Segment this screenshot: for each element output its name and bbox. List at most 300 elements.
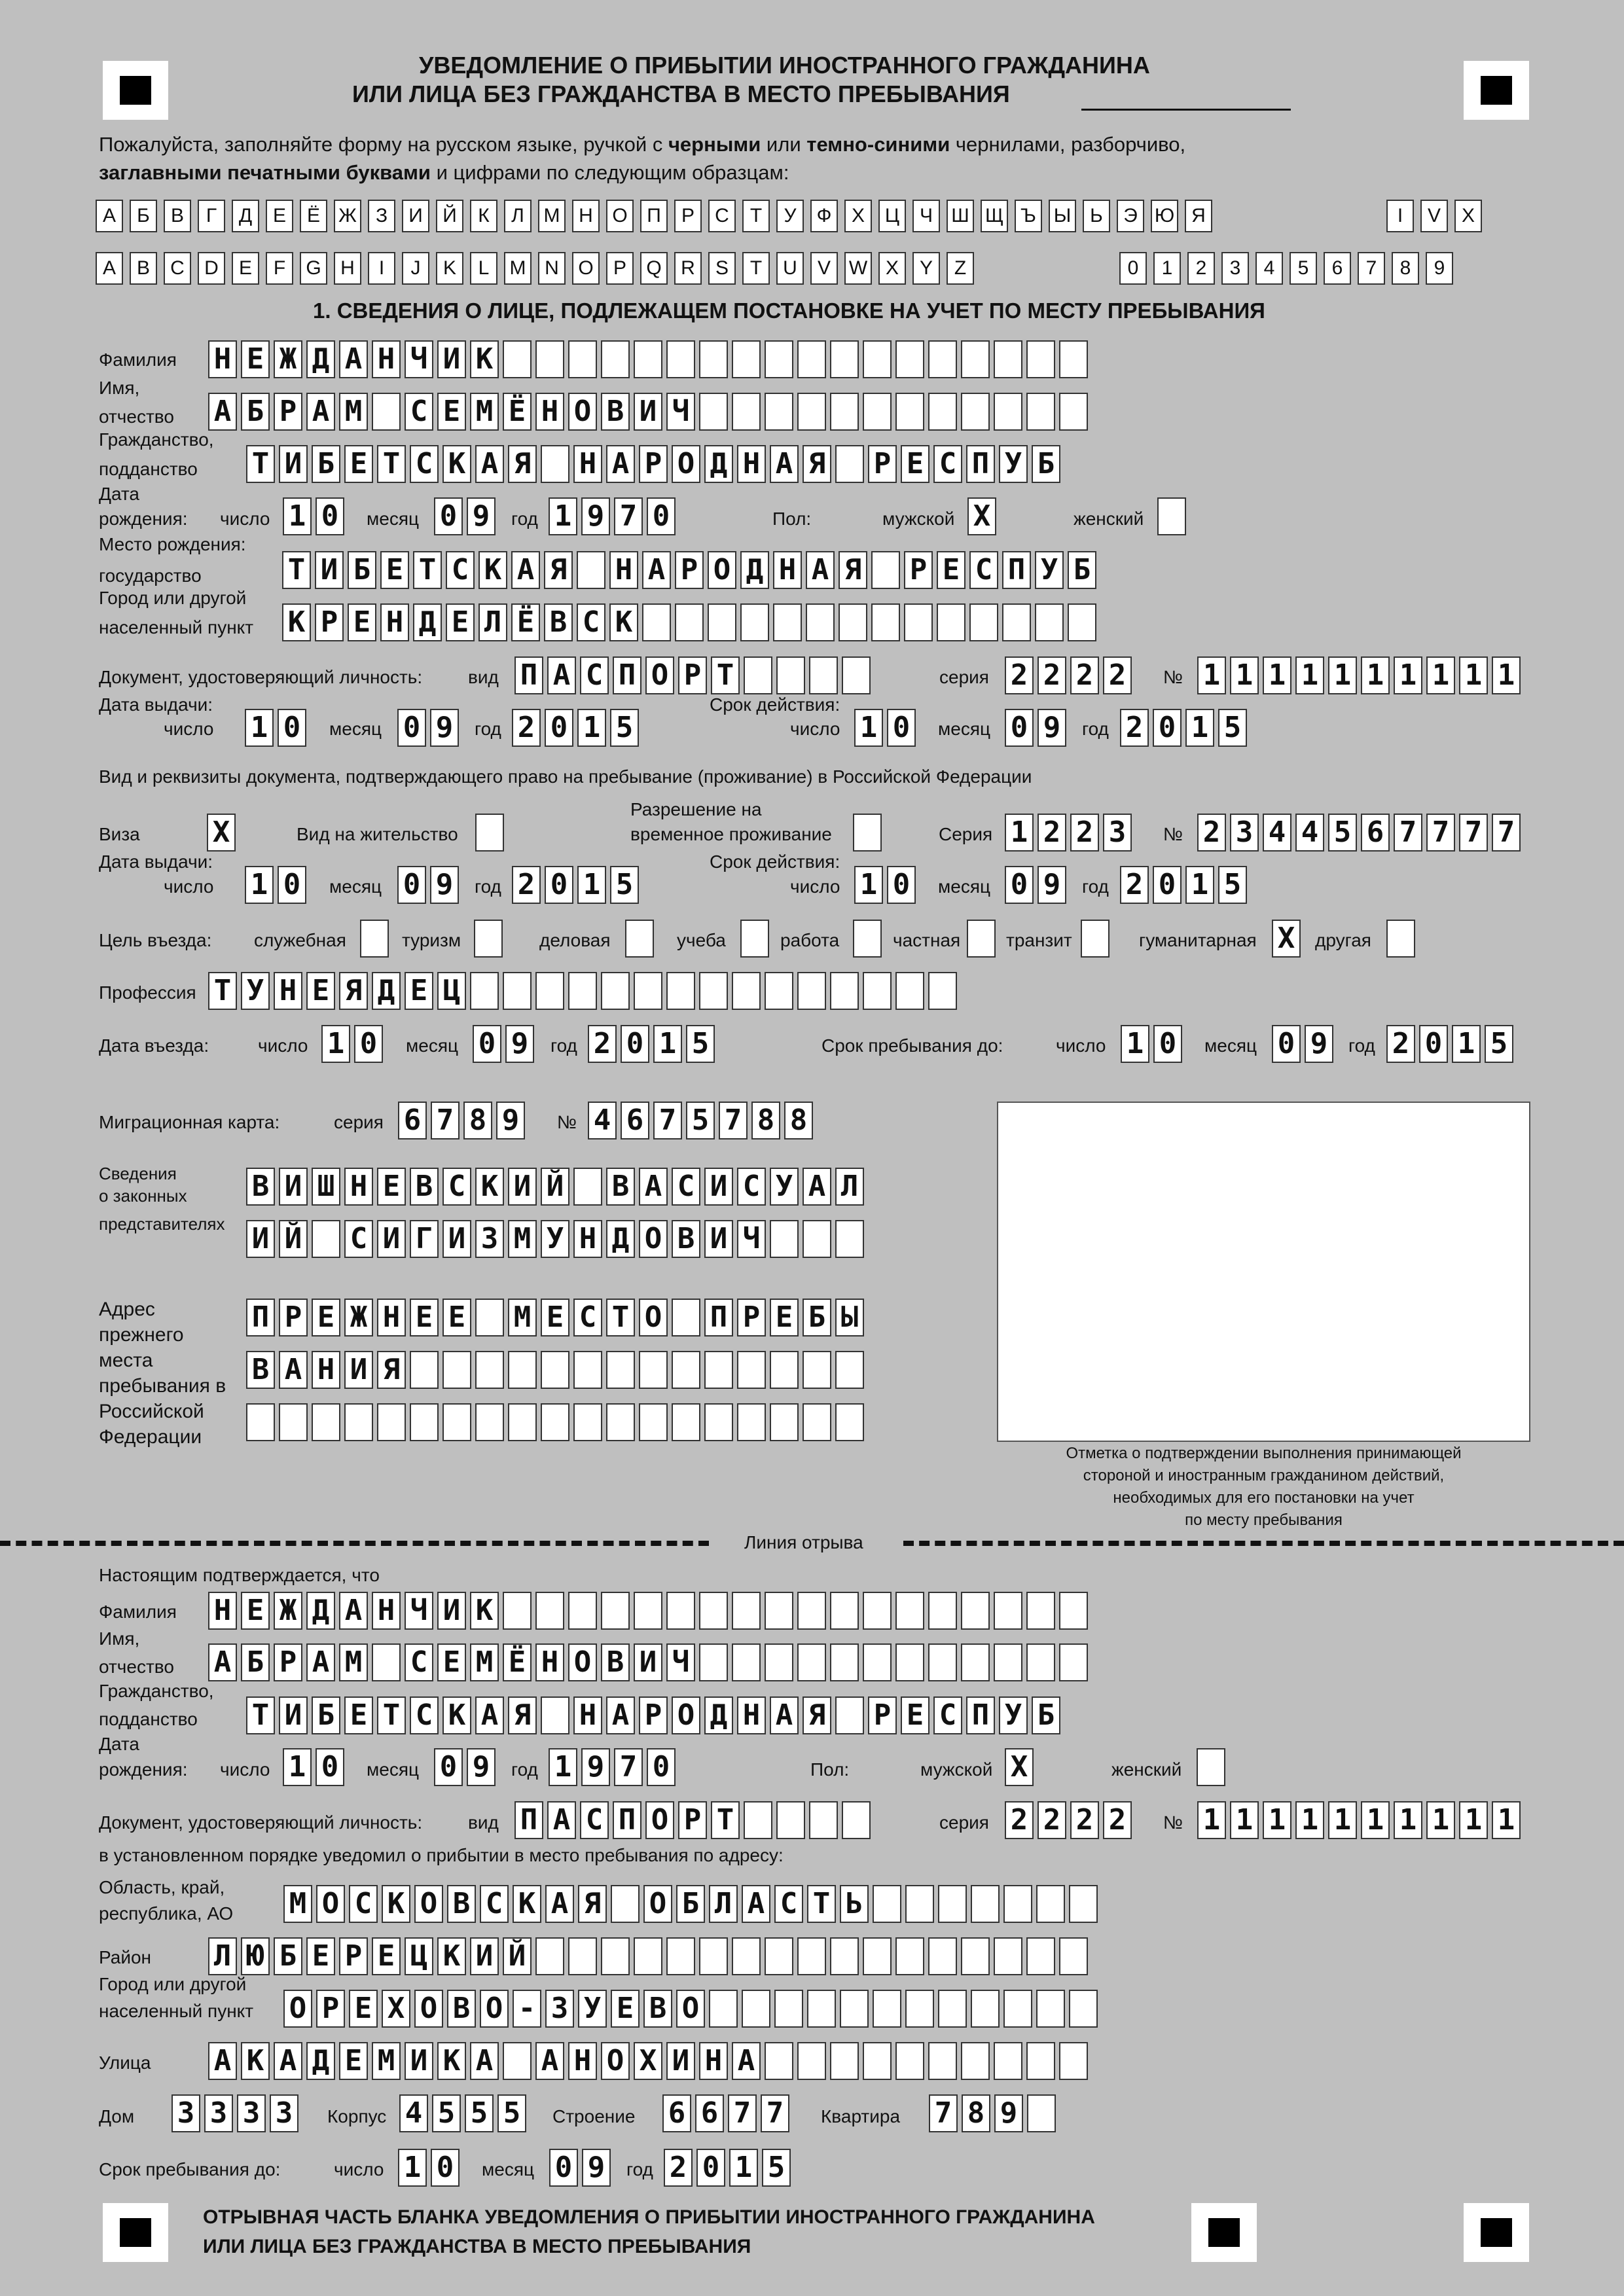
char-box[interactable]: 7: [431, 1102, 460, 1139]
char-box[interactable]: [776, 1801, 805, 1839]
char-box[interactable]: С: [410, 1696, 439, 1734]
char-box[interactable]: 5: [610, 709, 639, 747]
char-box[interactable]: 0: [887, 866, 916, 904]
char-box[interactable]: А: [642, 551, 671, 589]
mc-series-field[interactable]: [398, 1102, 525, 1139]
char-box[interactable]: 1: [1295, 1801, 1324, 1839]
char-box[interactable]: [1035, 603, 1064, 641]
char-box[interactable]: Е: [437, 1643, 466, 1681]
char-box[interactable]: Р: [678, 1801, 707, 1839]
char-box[interactable]: А: [208, 2042, 237, 2080]
char-box[interactable]: 0: [316, 497, 344, 535]
char-box[interactable]: [1026, 1937, 1055, 1975]
char-box[interactable]: [699, 1643, 728, 1681]
char-box[interactable]: А: [511, 551, 540, 589]
char-box[interactable]: И: [666, 2042, 695, 2080]
char-box[interactable]: Ч: [737, 1220, 766, 1258]
char-box[interactable]: [797, 1592, 826, 1630]
char-box[interactable]: [835, 1351, 864, 1389]
char-box[interactable]: Я: [803, 1696, 831, 1734]
t-doc-series-field[interactable]: [1005, 1801, 1132, 1839]
char-box[interactable]: Е: [437, 393, 466, 431]
char-box[interactable]: [508, 1351, 537, 1389]
char-box[interactable]: А: [279, 1351, 308, 1389]
char-box[interactable]: К: [470, 1592, 499, 1630]
char-box[interactable]: Т: [282, 551, 311, 589]
char-box[interactable]: Т: [377, 445, 406, 483]
char-box[interactable]: Ч: [405, 340, 433, 378]
house-field[interactable]: [171, 2094, 298, 2132]
char-box[interactable]: 1: [1426, 1801, 1455, 1839]
char-box[interactable]: 1: [283, 497, 312, 535]
female-checkbox[interactable]: [1157, 497, 1186, 535]
char-box[interactable]: О: [316, 1885, 345, 1923]
char-box[interactable]: [797, 1937, 826, 1975]
char-box[interactable]: А: [274, 2042, 302, 2080]
char-box[interactable]: [568, 972, 597, 1010]
char-box[interactable]: А: [535, 2042, 564, 2080]
char-box[interactable]: Н: [344, 1168, 373, 1206]
char-box[interactable]: 0: [278, 709, 306, 747]
char-box[interactable]: У: [770, 1168, 799, 1206]
residence-permit-checkbox[interactable]: [475, 814, 504, 852]
char-box[interactable]: В: [606, 1168, 635, 1206]
char-box[interactable]: К: [282, 603, 311, 641]
char-box[interactable]: Т: [246, 1696, 275, 1734]
char-box[interactable]: 0: [1153, 1025, 1182, 1063]
char-box[interactable]: 3: [270, 2094, 298, 2132]
char-box[interactable]: [541, 445, 569, 483]
char-box[interactable]: Е: [344, 445, 373, 483]
char-box[interactable]: 7: [1459, 814, 1488, 852]
rd-issue-day-field[interactable]: [245, 866, 306, 904]
char-box[interactable]: 8: [784, 1102, 813, 1139]
char-box[interactable]: [666, 972, 695, 1010]
char-box[interactable]: [994, 340, 1022, 378]
char-box[interactable]: [863, 393, 892, 431]
char-box[interactable]: [835, 1403, 864, 1441]
street-field[interactable]: [208, 2042, 1088, 2080]
entry-day-field[interactable]: [321, 1025, 383, 1063]
char-box[interactable]: 5: [432, 2094, 461, 2132]
char-box[interactable]: [765, 1643, 793, 1681]
char-box[interactable]: З: [475, 1220, 504, 1258]
char-box[interactable]: [1386, 920, 1415, 958]
char-box[interactable]: [895, 972, 924, 1010]
char-box[interactable]: 0: [1153, 709, 1182, 747]
char-box[interactable]: 1: [1459, 1801, 1488, 1839]
t-surname-field[interactable]: [208, 1592, 1088, 1630]
char-box[interactable]: [765, 972, 793, 1010]
char-box[interactable]: [634, 972, 662, 1010]
char-box[interactable]: К: [442, 1696, 471, 1734]
char-box[interactable]: [737, 1403, 766, 1441]
char-box[interactable]: О: [708, 551, 736, 589]
char-box[interactable]: [961, 340, 990, 378]
char-box[interactable]: М: [372, 2042, 401, 2080]
char-box[interactable]: [1059, 1937, 1088, 1975]
char-box[interactable]: [672, 1403, 700, 1441]
char-box[interactable]: [704, 1403, 733, 1441]
char-box[interactable]: Е: [380, 551, 409, 589]
char-box[interactable]: [1026, 393, 1055, 431]
char-box[interactable]: [1059, 340, 1088, 378]
char-box[interactable]: [928, 393, 957, 431]
char-box[interactable]: 8: [962, 2094, 990, 2132]
char-box[interactable]: [905, 1885, 934, 1923]
char-box[interactable]: Т: [413, 551, 442, 589]
char-box[interactable]: М: [508, 1299, 537, 1336]
char-box[interactable]: [666, 1937, 695, 1975]
char-box[interactable]: 5: [762, 2149, 791, 2187]
t-dob-day-field[interactable]: [283, 1748, 344, 1786]
char-box[interactable]: 1: [1197, 1801, 1226, 1839]
char-box[interactable]: [666, 1592, 695, 1630]
char-box[interactable]: Е: [349, 1990, 378, 2028]
char-box[interactable]: 0: [397, 709, 426, 747]
char-box[interactable]: О: [645, 1801, 674, 1839]
char-box[interactable]: [806, 603, 835, 641]
char-box[interactable]: И: [279, 1168, 308, 1206]
char-box[interactable]: Х: [634, 2042, 662, 2080]
char-box[interactable]: Н: [377, 1299, 406, 1336]
char-box[interactable]: 2: [1120, 709, 1149, 747]
char-box[interactable]: Д: [306, 340, 335, 378]
char-box[interactable]: 9: [994, 2094, 1023, 2132]
char-box[interactable]: [835, 1696, 864, 1734]
birth-country-field[interactable]: [282, 551, 1096, 589]
purpose-checkbox-humanitarian[interactable]: [1272, 920, 1301, 958]
char-box[interactable]: 1: [398, 2149, 427, 2187]
purpose-checkbox-tourism[interactable]: [474, 920, 503, 958]
char-box[interactable]: [1069, 1885, 1098, 1923]
char-box[interactable]: [737, 1351, 766, 1389]
char-box[interactable]: Б: [676, 1885, 705, 1923]
char-box[interactable]: [969, 603, 998, 641]
male-checkbox[interactable]: [967, 497, 996, 535]
char-box[interactable]: [442, 1351, 471, 1389]
char-box[interactable]: Е: [339, 2042, 368, 2080]
doc-valid-year-field[interactable]: [1120, 709, 1247, 747]
char-box[interactable]: Е: [405, 972, 433, 1010]
char-box[interactable]: [961, 1643, 990, 1681]
char-box[interactable]: [246, 1403, 275, 1441]
char-box[interactable]: Н: [372, 1592, 401, 1630]
char-box[interactable]: Д: [306, 1592, 335, 1630]
char-box[interactable]: Б: [274, 1937, 302, 1975]
char-box[interactable]: В: [544, 603, 573, 641]
char-box[interactable]: [961, 1592, 990, 1630]
char-box[interactable]: 0: [549, 2149, 578, 2187]
char-box[interactable]: 2: [1038, 814, 1066, 852]
char-box[interactable]: 3: [1230, 814, 1259, 852]
char-box[interactable]: [601, 972, 630, 1010]
char-box[interactable]: А: [606, 1696, 635, 1734]
char-box[interactable]: В: [672, 1220, 700, 1258]
char-box[interactable]: П: [246, 1299, 275, 1336]
char-box[interactable]: 1: [549, 497, 577, 535]
char-box[interactable]: 8: [751, 1102, 780, 1139]
char-box[interactable]: В: [447, 1885, 476, 1923]
char-box[interactable]: Е: [541, 1299, 569, 1336]
visa-checkbox[interactable]: [207, 814, 236, 852]
building-field[interactable]: [399, 2094, 526, 2132]
char-box[interactable]: 0: [1419, 1025, 1448, 1063]
char-box[interactable]: Б: [803, 1299, 831, 1336]
t-doc-number-field[interactable]: [1197, 1801, 1521, 1839]
char-box[interactable]: Т: [208, 972, 237, 1010]
char-box[interactable]: И: [634, 393, 662, 431]
char-box[interactable]: 9: [1305, 1025, 1333, 1063]
char-box[interactable]: К: [437, 2042, 466, 2080]
char-box[interactable]: Я: [508, 1696, 537, 1734]
char-box[interactable]: [895, 1643, 924, 1681]
char-box[interactable]: И: [634, 1643, 662, 1681]
char-box[interactable]: А: [306, 393, 335, 431]
char-box[interactable]: Б: [1032, 1696, 1060, 1734]
char-box[interactable]: Ч: [666, 1643, 695, 1681]
char-box[interactable]: 9: [430, 709, 459, 747]
char-box[interactable]: О: [601, 2042, 630, 2080]
char-box[interactable]: [895, 2042, 924, 2080]
purpose-checkbox-other[interactable]: [1386, 920, 1415, 958]
char-box[interactable]: 3: [204, 2094, 233, 2132]
char-box[interactable]: Р: [868, 1696, 897, 1734]
char-box[interactable]: Ж: [344, 1299, 373, 1336]
char-box[interactable]: [994, 393, 1022, 431]
char-box[interactable]: Н: [274, 972, 302, 1010]
char-box[interactable]: А: [742, 1885, 770, 1923]
district-field[interactable]: [208, 1937, 1088, 1975]
char-box[interactable]: А: [606, 445, 635, 483]
char-box[interactable]: Ж: [274, 340, 302, 378]
char-box[interactable]: Р: [274, 1643, 302, 1681]
char-box[interactable]: 1: [854, 709, 883, 747]
char-box[interactable]: С: [405, 1643, 433, 1681]
char-box[interactable]: Ц: [437, 972, 466, 1010]
char-box[interactable]: 7: [719, 1102, 748, 1139]
char-box[interactable]: К: [241, 2042, 270, 2080]
prev-address-line1[interactable]: [246, 1299, 864, 1336]
char-box[interactable]: [573, 1168, 602, 1206]
char-box[interactable]: [863, 1937, 892, 1975]
purpose-checkbox-work[interactable]: [853, 920, 882, 958]
char-box[interactable]: [797, 972, 826, 1010]
char-box[interactable]: 9: [581, 497, 610, 535]
char-box[interactable]: [863, 340, 892, 378]
char-box[interactable]: [863, 1643, 892, 1681]
char-box[interactable]: 2: [512, 709, 541, 747]
char-box[interactable]: [360, 920, 389, 958]
char-box[interactable]: [642, 603, 671, 641]
char-box[interactable]: У: [578, 1990, 607, 2028]
char-box[interactable]: [765, 2042, 793, 2080]
char-box[interactable]: Р: [316, 1990, 345, 2028]
char-box[interactable]: [573, 1403, 602, 1441]
char-box[interactable]: С: [672, 1168, 700, 1206]
char-box[interactable]: Б: [312, 1696, 340, 1734]
char-box[interactable]: [765, 340, 793, 378]
char-box[interactable]: Й: [279, 1220, 308, 1258]
char-box[interactable]: [742, 1990, 770, 2028]
char-box[interactable]: Ш: [312, 1168, 340, 1206]
char-box[interactable]: [475, 814, 504, 852]
char-box[interactable]: 2: [664, 2149, 693, 2187]
char-box[interactable]: 0: [647, 1748, 676, 1786]
char-box[interactable]: П: [514, 656, 543, 694]
char-box[interactable]: И: [704, 1168, 733, 1206]
char-box[interactable]: [503, 972, 532, 1010]
char-box[interactable]: 0: [887, 709, 916, 747]
char-box[interactable]: [666, 340, 695, 378]
char-box[interactable]: Ц: [405, 1937, 433, 1975]
char-box[interactable]: [1026, 1643, 1055, 1681]
char-box[interactable]: М: [508, 1220, 537, 1258]
char-box[interactable]: 6: [695, 2094, 724, 2132]
doc-issue-year-field[interactable]: [512, 709, 639, 747]
char-box[interactable]: [1059, 1592, 1088, 1630]
char-box[interactable]: Н: [573, 1220, 602, 1258]
entry-year-field[interactable]: [588, 1025, 715, 1063]
char-box[interactable]: [699, 393, 728, 431]
char-box[interactable]: Е: [348, 603, 376, 641]
char-box[interactable]: 2: [1005, 1801, 1034, 1839]
t-male-checkbox[interactable]: [1005, 1748, 1034, 1786]
char-box[interactable]: [904, 603, 933, 641]
char-box[interactable]: Н: [312, 1351, 340, 1389]
char-box[interactable]: [732, 1643, 761, 1681]
char-box[interactable]: 0: [1005, 866, 1034, 904]
char-box[interactable]: 1: [1185, 866, 1214, 904]
char-box[interactable]: 7: [653, 1102, 682, 1139]
char-box[interactable]: [994, 1643, 1022, 1681]
char-box[interactable]: [938, 1990, 967, 2028]
char-box[interactable]: [568, 1592, 597, 1630]
rd-valid-month-field[interactable]: [1005, 866, 1066, 904]
char-box[interactable]: [699, 972, 728, 1010]
char-box[interactable]: В: [246, 1168, 275, 1206]
char-box[interactable]: И: [437, 1592, 466, 1630]
char-box[interactable]: С: [480, 1885, 509, 1923]
char-box[interactable]: [994, 1592, 1022, 1630]
char-box[interactable]: 6: [1361, 814, 1390, 852]
doc-issue-month-field[interactable]: [397, 709, 459, 747]
char-box[interactable]: 2: [512, 866, 541, 904]
char-box[interactable]: В: [601, 1643, 630, 1681]
char-box[interactable]: 0: [647, 497, 676, 535]
char-box[interactable]: И: [704, 1220, 733, 1258]
char-box[interactable]: И: [470, 1937, 499, 1975]
dob-day-field[interactable]: [283, 497, 344, 535]
char-box[interactable]: М: [470, 393, 499, 431]
char-box[interactable]: 1: [1328, 1801, 1357, 1839]
char-box[interactable]: [1003, 1885, 1032, 1923]
char-box[interactable]: [601, 1937, 630, 1975]
apartment-field[interactable]: [929, 2094, 1056, 2132]
char-box[interactable]: 1: [283, 1748, 312, 1786]
char-box[interactable]: [830, 1592, 859, 1630]
char-box[interactable]: 0: [473, 1025, 501, 1063]
char-box[interactable]: К: [382, 1885, 410, 1923]
char-box[interactable]: Н: [535, 393, 564, 431]
char-box[interactable]: 9: [467, 1748, 496, 1786]
char-box[interactable]: О: [568, 1643, 597, 1681]
char-box[interactable]: Р: [639, 1696, 668, 1734]
char-box[interactable]: 5: [465, 2094, 494, 2132]
char-box[interactable]: М: [283, 1885, 312, 1923]
char-box[interactable]: [1026, 340, 1055, 378]
char-box[interactable]: [634, 1937, 662, 1975]
char-box[interactable]: М: [470, 1643, 499, 1681]
char-box[interactable]: 5: [1218, 709, 1247, 747]
char-box[interactable]: И: [315, 551, 344, 589]
char-box[interactable]: А: [475, 1696, 504, 1734]
char-box[interactable]: 2: [1038, 656, 1066, 694]
t-name-field[interactable]: [208, 1643, 1088, 1681]
char-box[interactable]: [639, 1351, 668, 1389]
char-box[interactable]: Б: [312, 445, 340, 483]
char-box[interactable]: Я: [544, 551, 573, 589]
char-box[interactable]: Т: [606, 1299, 635, 1336]
char-box[interactable]: [928, 1643, 957, 1681]
rd-series-field[interactable]: [1005, 814, 1132, 852]
char-box[interactable]: [732, 340, 761, 378]
char-box[interactable]: X: [967, 497, 996, 535]
reps-field-line2[interactable]: [246, 1220, 864, 1258]
char-box[interactable]: Д: [740, 551, 769, 589]
char-box[interactable]: [1003, 1990, 1032, 2028]
char-box[interactable]: 1: [1263, 656, 1291, 694]
char-box[interactable]: [937, 603, 965, 641]
char-box[interactable]: А: [639, 1168, 668, 1206]
char-box[interactable]: Б: [241, 393, 270, 431]
char-box[interactable]: К: [442, 445, 471, 483]
t-stay-day-field[interactable]: [398, 2149, 460, 2187]
char-box[interactable]: [372, 393, 401, 431]
char-box[interactable]: Н: [380, 603, 409, 641]
char-box[interactable]: К: [470, 340, 499, 378]
rd-issue-month-field[interactable]: [397, 866, 459, 904]
char-box[interactable]: 9: [505, 1025, 534, 1063]
char-box[interactable]: И: [405, 2042, 433, 2080]
char-box[interactable]: 0: [1153, 866, 1182, 904]
char-box[interactable]: Е: [372, 1937, 401, 1975]
char-box[interactable]: [709, 1990, 738, 2028]
char-box[interactable]: 2: [1103, 656, 1132, 694]
char-box[interactable]: С: [774, 1885, 803, 1923]
char-box[interactable]: [830, 972, 859, 1010]
purpose-checkbox-business[interactable]: [625, 920, 654, 958]
char-box[interactable]: [470, 972, 499, 1010]
char-box[interactable]: [797, 340, 826, 378]
char-box[interactable]: [1081, 920, 1110, 958]
char-box[interactable]: С: [580, 656, 609, 694]
char-box[interactable]: 2: [1103, 1801, 1132, 1839]
stay-month-field[interactable]: [1272, 1025, 1333, 1063]
char-box[interactable]: 0: [434, 497, 463, 535]
char-box[interactable]: [830, 1643, 859, 1681]
char-box[interactable]: Е: [937, 551, 965, 589]
char-box[interactable]: С: [969, 551, 998, 589]
char-box[interactable]: Е: [611, 1990, 640, 2028]
char-box[interactable]: Х: [382, 1990, 410, 2028]
char-box[interactable]: [1036, 1885, 1065, 1923]
char-box[interactable]: П: [1002, 551, 1031, 589]
char-box[interactable]: [1059, 2042, 1088, 2080]
char-box[interactable]: А: [770, 1696, 799, 1734]
char-box[interactable]: Ж: [274, 1592, 302, 1630]
char-box[interactable]: [568, 340, 597, 378]
